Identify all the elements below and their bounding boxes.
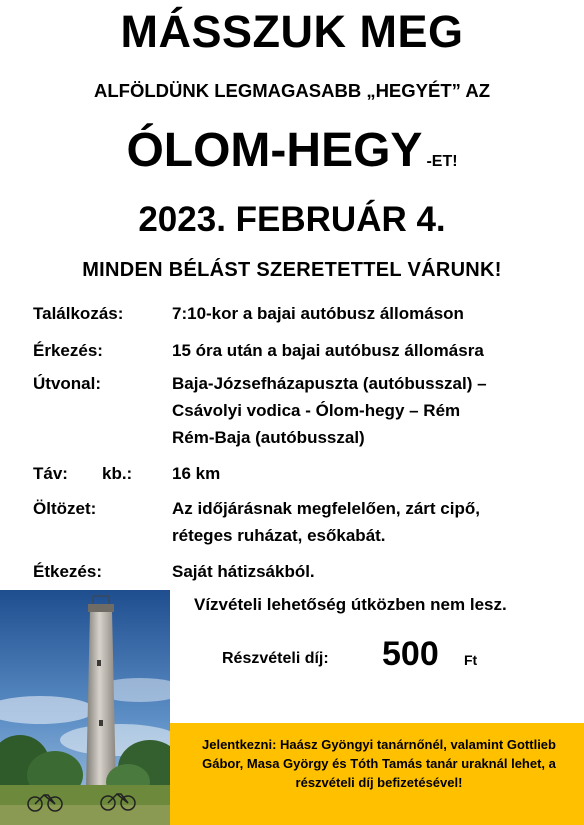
water-note: Vízvételi lehetőség útközben nem lesz.	[194, 595, 507, 614]
distance-qualifier: kb.:	[102, 464, 133, 483]
food-label: Étkezés:	[33, 562, 102, 581]
fee-amount: 500	[382, 635, 439, 673]
signup-box	[170, 723, 584, 825]
arrival-label: Érkezés:	[33, 341, 103, 360]
tower-photo	[0, 590, 170, 825]
clothing-line-2: réteges ruházat, esőkabát.	[172, 526, 386, 545]
distance-label: Táv:	[33, 464, 68, 483]
meeting-label: Találkozás:	[33, 304, 124, 323]
clothing-line-1: Az időjárásnak megfelelően, zárt cipő,	[172, 499, 480, 518]
mountain-heading	[0, 123, 584, 178]
fee-label: Részvételi díj:	[222, 650, 329, 667]
meeting-value: 7:10-kor a bajai autóbusz állomáson	[172, 304, 464, 323]
event-date: 2023. FEBRUÁR 4.	[138, 200, 446, 239]
clothing-label: Öltözet:	[33, 499, 97, 518]
mountain-suffix: -ET!	[426, 153, 458, 170]
fee-unit: Ft	[464, 652, 478, 668]
welcome-line: MINDEN BÉLÁST SZERETETTEL VÁRUNK!	[82, 259, 502, 281]
route-label: Útvonal:	[33, 374, 101, 393]
arrival-value: 15 óra után a bajai autóbusz állomásra	[172, 341, 484, 360]
distance-value: 16 km	[172, 464, 221, 483]
mountain-name: ÓLOM-HEGY	[126, 124, 423, 177]
event-title: MÁSSZUK MEG	[120, 6, 464, 57]
route-line-2: Csávolyi vodica - Ólom-hegy – Rém	[172, 401, 461, 420]
event-subtitle: ALFÖLDÜNK LEGMAGASABB „HEGYÉT” AZ	[93, 80, 491, 101]
signup-text: Jelentkezni: Haász Gyöngyi tanárnőnél, valamint Gottlieb Gábor, Masa György és Tóth Tamás tanár uraknál lehet, a részvételi díj befizetésével!	[202, 737, 556, 790]
route-line-3: Rém-Baja (autóbusszal)	[172, 428, 365, 447]
food-value: Saját hátizsákból.	[172, 562, 315, 581]
route-line-1: Baja-Józsefházapuszta (autóbusszal) –	[172, 374, 487, 393]
